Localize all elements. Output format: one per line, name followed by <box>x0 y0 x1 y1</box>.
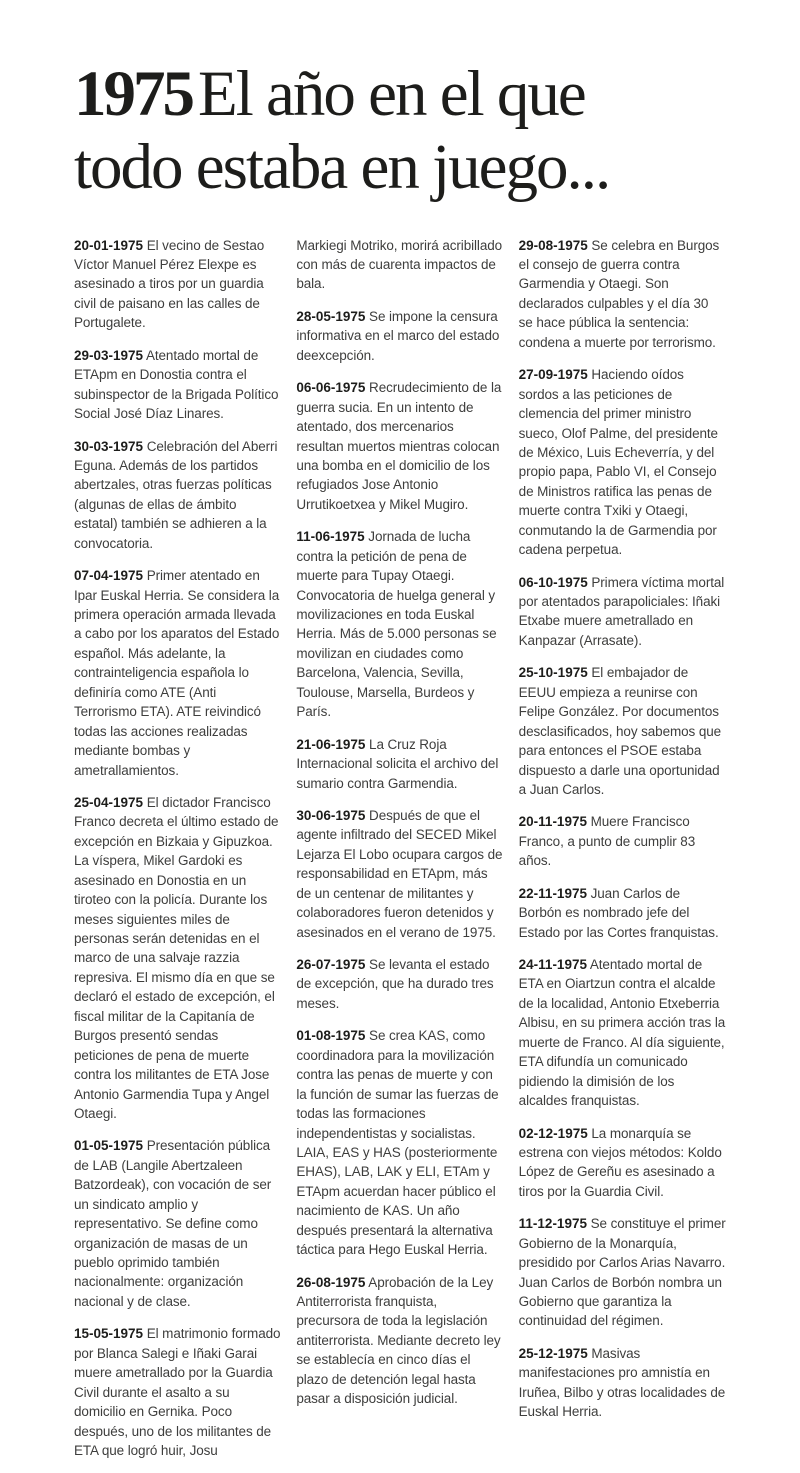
timeline-entry <box>74 1324 281 1460</box>
title-line-2: todo estaba en juego... <box>74 130 610 203</box>
timeline-entry <box>519 236 726 353</box>
entry-text: Después de que el agente infiltrado del SECED Mikel Lejarza El Lobo ocupara cargos de responsabilidad en ETApm, más de un centenar de militantes y colaboradores fueron detenidos y asesinados en el verano de 1975. <box>296 807 503 940</box>
timeline-columns <box>74 236 726 1473</box>
entry-text: Se celebra en Burgos el consejo de guerra contra Garmendia y Otaegi. Son declarados culpables y el día 30 se hace pública la sentencia: condena a muerte por terrorismo. <box>518 237 720 350</box>
entry-text: Atentado mortal de ETApm en Donostia contra el subinspector de la Brigada Político Social José Díaz Linares. <box>74 347 279 422</box>
title-line-1 <box>74 58 726 131</box>
entry-date: 26-08-1975 <box>296 1274 366 1290</box>
entry-date: 28-05-1975 <box>296 308 366 324</box>
entry-text: Se constituye el primer Gobierno de la Monarquía, presidido por Carlos Arias Navarro. Juan Carlos de Borbón nombra un Gobierno que garantiza la continuidad del régimen. <box>518 1216 726 1329</box>
timeline-entry <box>296 806 503 942</box>
entry-text: La Cruz Roja Internacional solicita el archivo del sumario contra Garmendia. <box>296 736 499 791</box>
timeline-entry <box>296 378 503 514</box>
entry-text: Se levanta el estado de excepción, que ha durado tres meses. <box>296 957 494 1011</box>
entry-text: Markiegi Motriko, morirá acribillado con más de cuarenta impactos de bala. <box>296 237 503 292</box>
entry-date: 07-04-1975 <box>74 568 144 584</box>
entry-text: El embajador de EEUU empieza a reunirse con Felipe González. Por documentos desclasificados, hoy sabemos que para entonces el PSOE estaba dispuesto a darle una oportunidad a Juan Carlos. <box>518 665 722 797</box>
timeline-entry <box>74 1136 281 1311</box>
entry-text: Muere Francisco Franco, a punto de cumplir 83 años. <box>518 814 696 869</box>
timeline-entry <box>519 1214 726 1331</box>
entry-text: Se crea KAS, como coordinadora para la movilización contra las penas de muerte y con la función de sumar las fuerzas de todas las formaciones independentistas y socialistas. LAIA, EAS y HAS (posteriormente EHAS), LAB, LAK y ELI, ETAm y ETApm acuerdan hacer público el nacimiento de KAS. Un año después presentará la alternativa táctica para Hego Euskal Herria. <box>296 1028 499 1258</box>
entry-date: 20-11-1975 <box>518 814 587 830</box>
entry-date: 06-10-1975 <box>518 574 588 590</box>
timeline-entry <box>519 812 726 870</box>
entry-text: Celebración del Aberri Eguna. Además de los partidos abertzales, otras fuerzas políticas (algunas de ellas de ámbito estatal) también se adhieren a la convocatoria. <box>74 438 278 551</box>
page-title <box>74 58 726 204</box>
timeline-entry <box>74 236 281 333</box>
entry-text: La monarquía se estrena con viejos métodos: Koldo López de Gereñu es asesinado a tiros por la Guardia Civil. <box>518 1125 722 1199</box>
entry-date: 30-03-1975 <box>74 438 144 454</box>
timeline-entry <box>296 236 503 294</box>
entry-date: 30-06-1975 <box>296 807 366 823</box>
timeline-entry <box>519 365 726 559</box>
entry-date: 20-01-1975 <box>74 237 144 253</box>
entry-text: Juan Carlos de Borbón es nombrado jefe del Estado por las Cortes franquistas. <box>518 885 719 940</box>
entry-text: Recrudecimiento de la guerra sucia. En un intento de atentado, dos mercenarios resultan muertos mientras colocan una bomba en el domicilio de los refugiados Jose Antonio Urrutikoetxea y Mikel Mugiro. <box>296 380 502 512</box>
timeline-entry <box>74 346 281 424</box>
entry-date: 25-04-1975 <box>74 794 144 810</box>
entry-text: Aprobación de la Ley Antiterrorista franquista, precursora de toda la legislación antiterrorista. Mediante decreto ley se establecía en cinco días el plazo de detención legal hasta pasar a disposición judicial. <box>296 1274 501 1407</box>
entry-text: El dictador Francisco Franco decreta el último estado de excepción en Bizkaia y Gipuzkoa. La víspera, Mikel Gardoki es asesinado en Donostia en un tiroteo con la policía. Durante los meses siguientes miles de personas serán detenidas en el marco de una salvaje razzia represiva. El mismo día en que se declaró el estado de excepción, el fiscal militar de la Capitanía de Burgos presentó sendas peticiones de pena de muerte contra los militantes de ETA Jose Antonio Garmendia Tupa y Angel Otaegi. <box>74 794 279 1121</box>
entry-date: 29-03-1975 <box>74 347 144 363</box>
entry-date: 15-05-1975 <box>74 1326 144 1342</box>
timeline-column-2 <box>296 236 503 1473</box>
timeline-entry <box>296 307 503 365</box>
entry-date: 26-07-1975 <box>296 957 366 973</box>
timeline-entry <box>519 1344 726 1422</box>
timeline-entry <box>296 1273 503 1409</box>
entry-text: Haciendo oídos sordos a las peticiones de clemencia del primer ministro sueco, Olof Palme, del presidente de México, Luis Echeverría, y del propio papa, Pablo VI, el Consejo de Ministros ratifica las penas de muerte contra Txiki y Otaegi, conmutando la de Garmendia por cadena perpetua. <box>518 367 718 558</box>
entry-date: 25-12-1975 <box>518 1345 588 1361</box>
timeline-entry <box>296 955 503 1013</box>
title-text-1: El año en el que <box>198 58 585 130</box>
timeline-column-1 <box>74 236 281 1473</box>
entry-date: 11-06-1975 <box>296 529 365 545</box>
entry-text: Presentación pública de LAB (Langile Abertzaleen Batzordeak), con vocación de ser un sindicato amplio y representativo. Se define como organización de masas de un pueblo oprimido también nacionalmente: organización nacional y de clase. <box>74 1138 272 1309</box>
entry-date: 06-06-1975 <box>296 380 366 396</box>
timeline-entry <box>519 1124 726 1202</box>
title-year: 1975 <box>74 58 192 130</box>
entry-date: 22-11-1975 <box>518 885 587 901</box>
entry-date: 21-06-1975 <box>296 736 366 752</box>
entry-date: 01-05-1975 <box>74 1138 144 1154</box>
timeline-entry <box>296 1026 503 1259</box>
entry-date: 24-11-1975 <box>518 957 587 973</box>
entry-text: El vecino de Sestao Víctor Manuel Pérez Elexpe es asesinado a tiros por un guardia civil de paisano en las calles de Portugalete. <box>74 237 265 331</box>
entry-date: 02-12-1975 <box>518 1125 588 1141</box>
entry-date: 29-08-1975 <box>518 237 588 253</box>
entry-date: 11-12-1975 <box>518 1216 587 1232</box>
timeline-entry <box>74 437 281 554</box>
entry-text: El matrimonio formado por Blanca Salegi e Iñaki Garai muere ametrallado por la Guardia Civil durante el asalto a su domicilio en Gernika. Poco después, uno de los militantes de ETA que logró huir, Josu <box>74 1326 281 1458</box>
timeline-entry <box>74 793 281 1123</box>
entry-text: Masivas manifestaciones pro amnistía en Iruñea, Bilbo y otras localidades de Euskal Herria. <box>518 1345 726 1420</box>
timeline-entry <box>519 663 726 799</box>
timeline-entry <box>296 735 503 793</box>
timeline-entry <box>74 566 281 780</box>
timeline-column-3 <box>519 236 726 1473</box>
entry-date: 01-08-1975 <box>296 1028 366 1044</box>
timeline-entry <box>519 955 726 1111</box>
timeline-entry <box>519 573 726 651</box>
entry-text: Jornada de lucha contra la petición de pena de muerte para Tupay Otaegi. Convocatoria de huelga general y movilizaciones en toda Euskal Herria. Más de 5.000 personas se movilizan en ciudades como Barcelona, Valencia, Sevilla, Toulouse, Marsella, Burdeos y París. <box>296 529 497 720</box>
entry-text: Se impone la censura informativa en el marco del estado deexcepción. <box>296 308 500 363</box>
entry-text: Primera víctima mortal por atentados parapoliciales: Iñaki Etxabe muere ametrallado en Kanpazar (Arrasate). <box>518 574 725 648</box>
entry-date: 27-09-1975 <box>518 367 588 383</box>
entry-date: 25-10-1975 <box>518 665 588 681</box>
timeline-entry <box>519 884 726 942</box>
entry-text: Primer atentado en Ipar Euskal Herria. Se considera la primera operación armada llevada a cabo por los aparatos del Estado español. Más adelante, la contrainteligencia española lo definiría como ATE (Anti Terrorismo ETA). ATE reivindicó todas las acciones realizadas mediante bombas y ametrallamientos. <box>74 568 280 778</box>
timeline-entry <box>296 527 503 721</box>
entry-text: Atentado mortal de ETA en Oiartzun contra el alcalde de la localidad, Antonio Etxeberria Albisu, en su primera acción tras la muerte de Franco. Al día siguiente, ETA difundía un comunicado pidiendo la dimisión de los alcaldes franquistas. <box>518 957 726 1109</box>
